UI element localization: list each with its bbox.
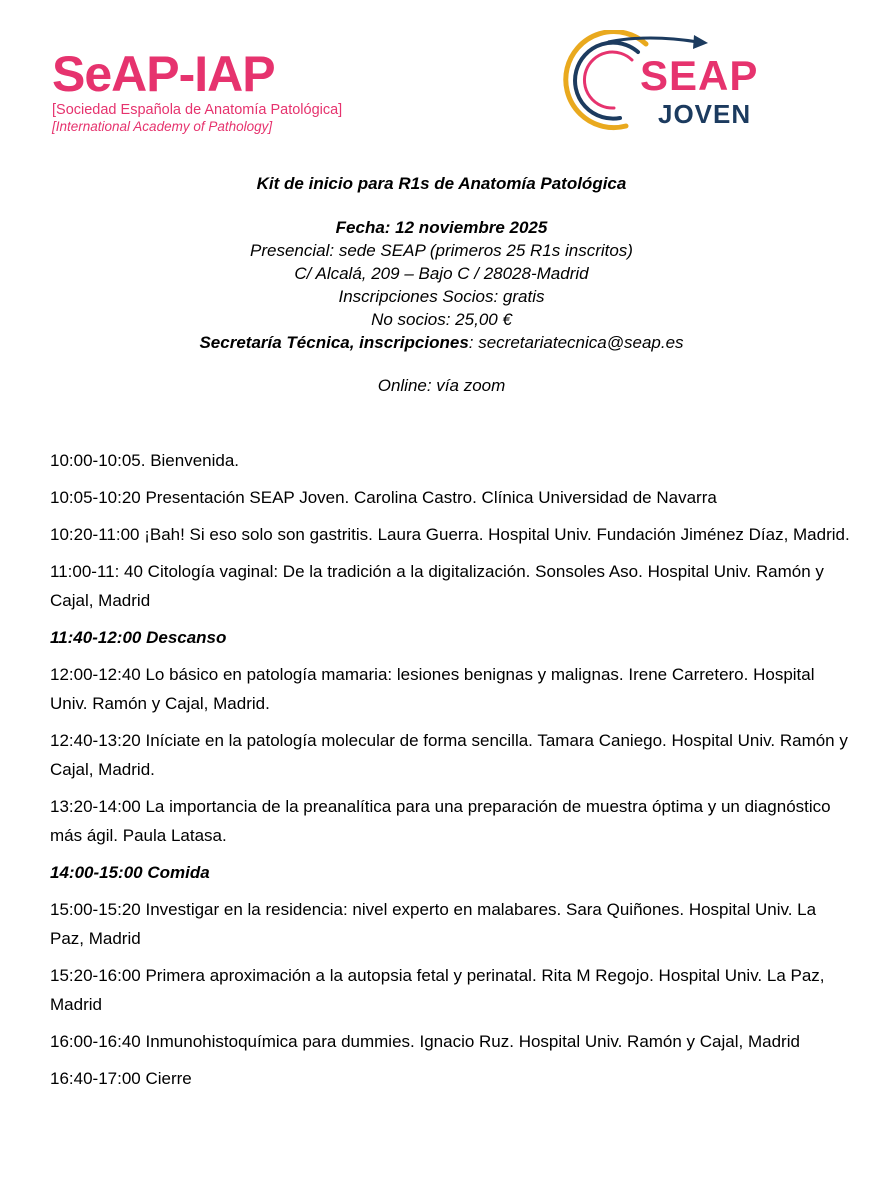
event-online: Online: vía zoom bbox=[377, 376, 506, 395]
seap-joven-top-text: SEAP bbox=[640, 52, 759, 99]
secretary-email: : secretariatecnica@seap.es bbox=[468, 333, 684, 352]
event-fee-members: Inscripciones Socios: gratis bbox=[338, 287, 545, 306]
event-fee-nonmembers: No socios: 25,00 € bbox=[371, 310, 512, 329]
program-break: 11:40-12:00 Descanso bbox=[50, 628, 227, 647]
seap-joven-bottom-text: JOVEN bbox=[658, 99, 752, 129]
program-list bbox=[50, 446, 850, 1101]
program-item: 10:00-10:05. Bienvenida. bbox=[50, 451, 240, 470]
program-item: 12:40-13:20 Iníciate en la patología molecular de forma sencilla. Tamara Caniego. Hospital Univ. Ramón y Cajal, Madrid. bbox=[50, 731, 848, 779]
event-address: C/ Alcalá, 209 – Bajo C / 28028-Madrid bbox=[294, 264, 589, 283]
secretary-label: Secretaría Técnica, inscripciones bbox=[199, 333, 469, 352]
program-item: 15:20-16:00 Primera aproximación a la autopsia fetal y perinatal. Rita M Regojo. Hospital Univ. La Paz, Madrid bbox=[50, 966, 825, 1014]
program-item: 12:00-12:40 Lo básico en patología mamaria: lesiones benignas y malignas. Irene Carretero. Hospital Univ. Ramón y Cajal, Madrid. bbox=[50, 665, 815, 713]
program-item: 10:05-10:20 Presentación SEAP Joven. Carolina Castro. Clínica Universidad de Navarra bbox=[50, 488, 717, 507]
program-break: 14:00-15:00 Comida bbox=[50, 863, 210, 882]
program-item: 16:00-16:40 Inmunohistoquímica para dummies. Ignacio Ruz. Hospital Univ. Ramón y Cajal, Madrid bbox=[50, 1032, 800, 1051]
event-header bbox=[0, 172, 883, 397]
seap-iap-subtitle-en: [International Academy of Pathology] bbox=[52, 119, 273, 134]
program-item: 16:40-17:00 Cierre bbox=[50, 1069, 192, 1088]
program-item: 11:00-11: 40 Citología vaginal: De la tradición a la digitalización. Sonsoles Aso. Hospital Univ. Ramón y Cajal, Madrid bbox=[50, 562, 824, 610]
seap-iap-wordmark: SeAP-IAP bbox=[52, 46, 275, 102]
program-item: 15:00-15:20 Investigar en la residencia: nivel experto en malabares. Sara Quiñones. Hospital Univ. La Paz, Madrid bbox=[50, 900, 817, 948]
event-venue: Presencial: sede SEAP (primeros 25 R1s inscritos) bbox=[250, 241, 633, 260]
seap-joven-logo bbox=[548, 30, 798, 138]
event-date: Fecha: 12 noviembre 2025 bbox=[335, 218, 548, 237]
program-item: 10:20-11:00 ¡Bah! Si eso solo son gastritis. Laura Guerra. Hospital Univ. Fundación Jiménez Díaz, Madrid. bbox=[50, 525, 850, 544]
seap-iap-logo bbox=[52, 48, 372, 135]
seap-iap-subtitle: [Sociedad Española de Anatomía Patológica] bbox=[52, 102, 343, 118]
event-secretary bbox=[0, 331, 883, 354]
event-title: Kit de inicio para R1s de Anatomía Patológica bbox=[256, 174, 627, 193]
program-item: 13:20-14:00 La importancia de la preanalítica para una preparación de muestra óptima y un diagnóstico más ágil. Paula Latasa. bbox=[50, 797, 831, 845]
